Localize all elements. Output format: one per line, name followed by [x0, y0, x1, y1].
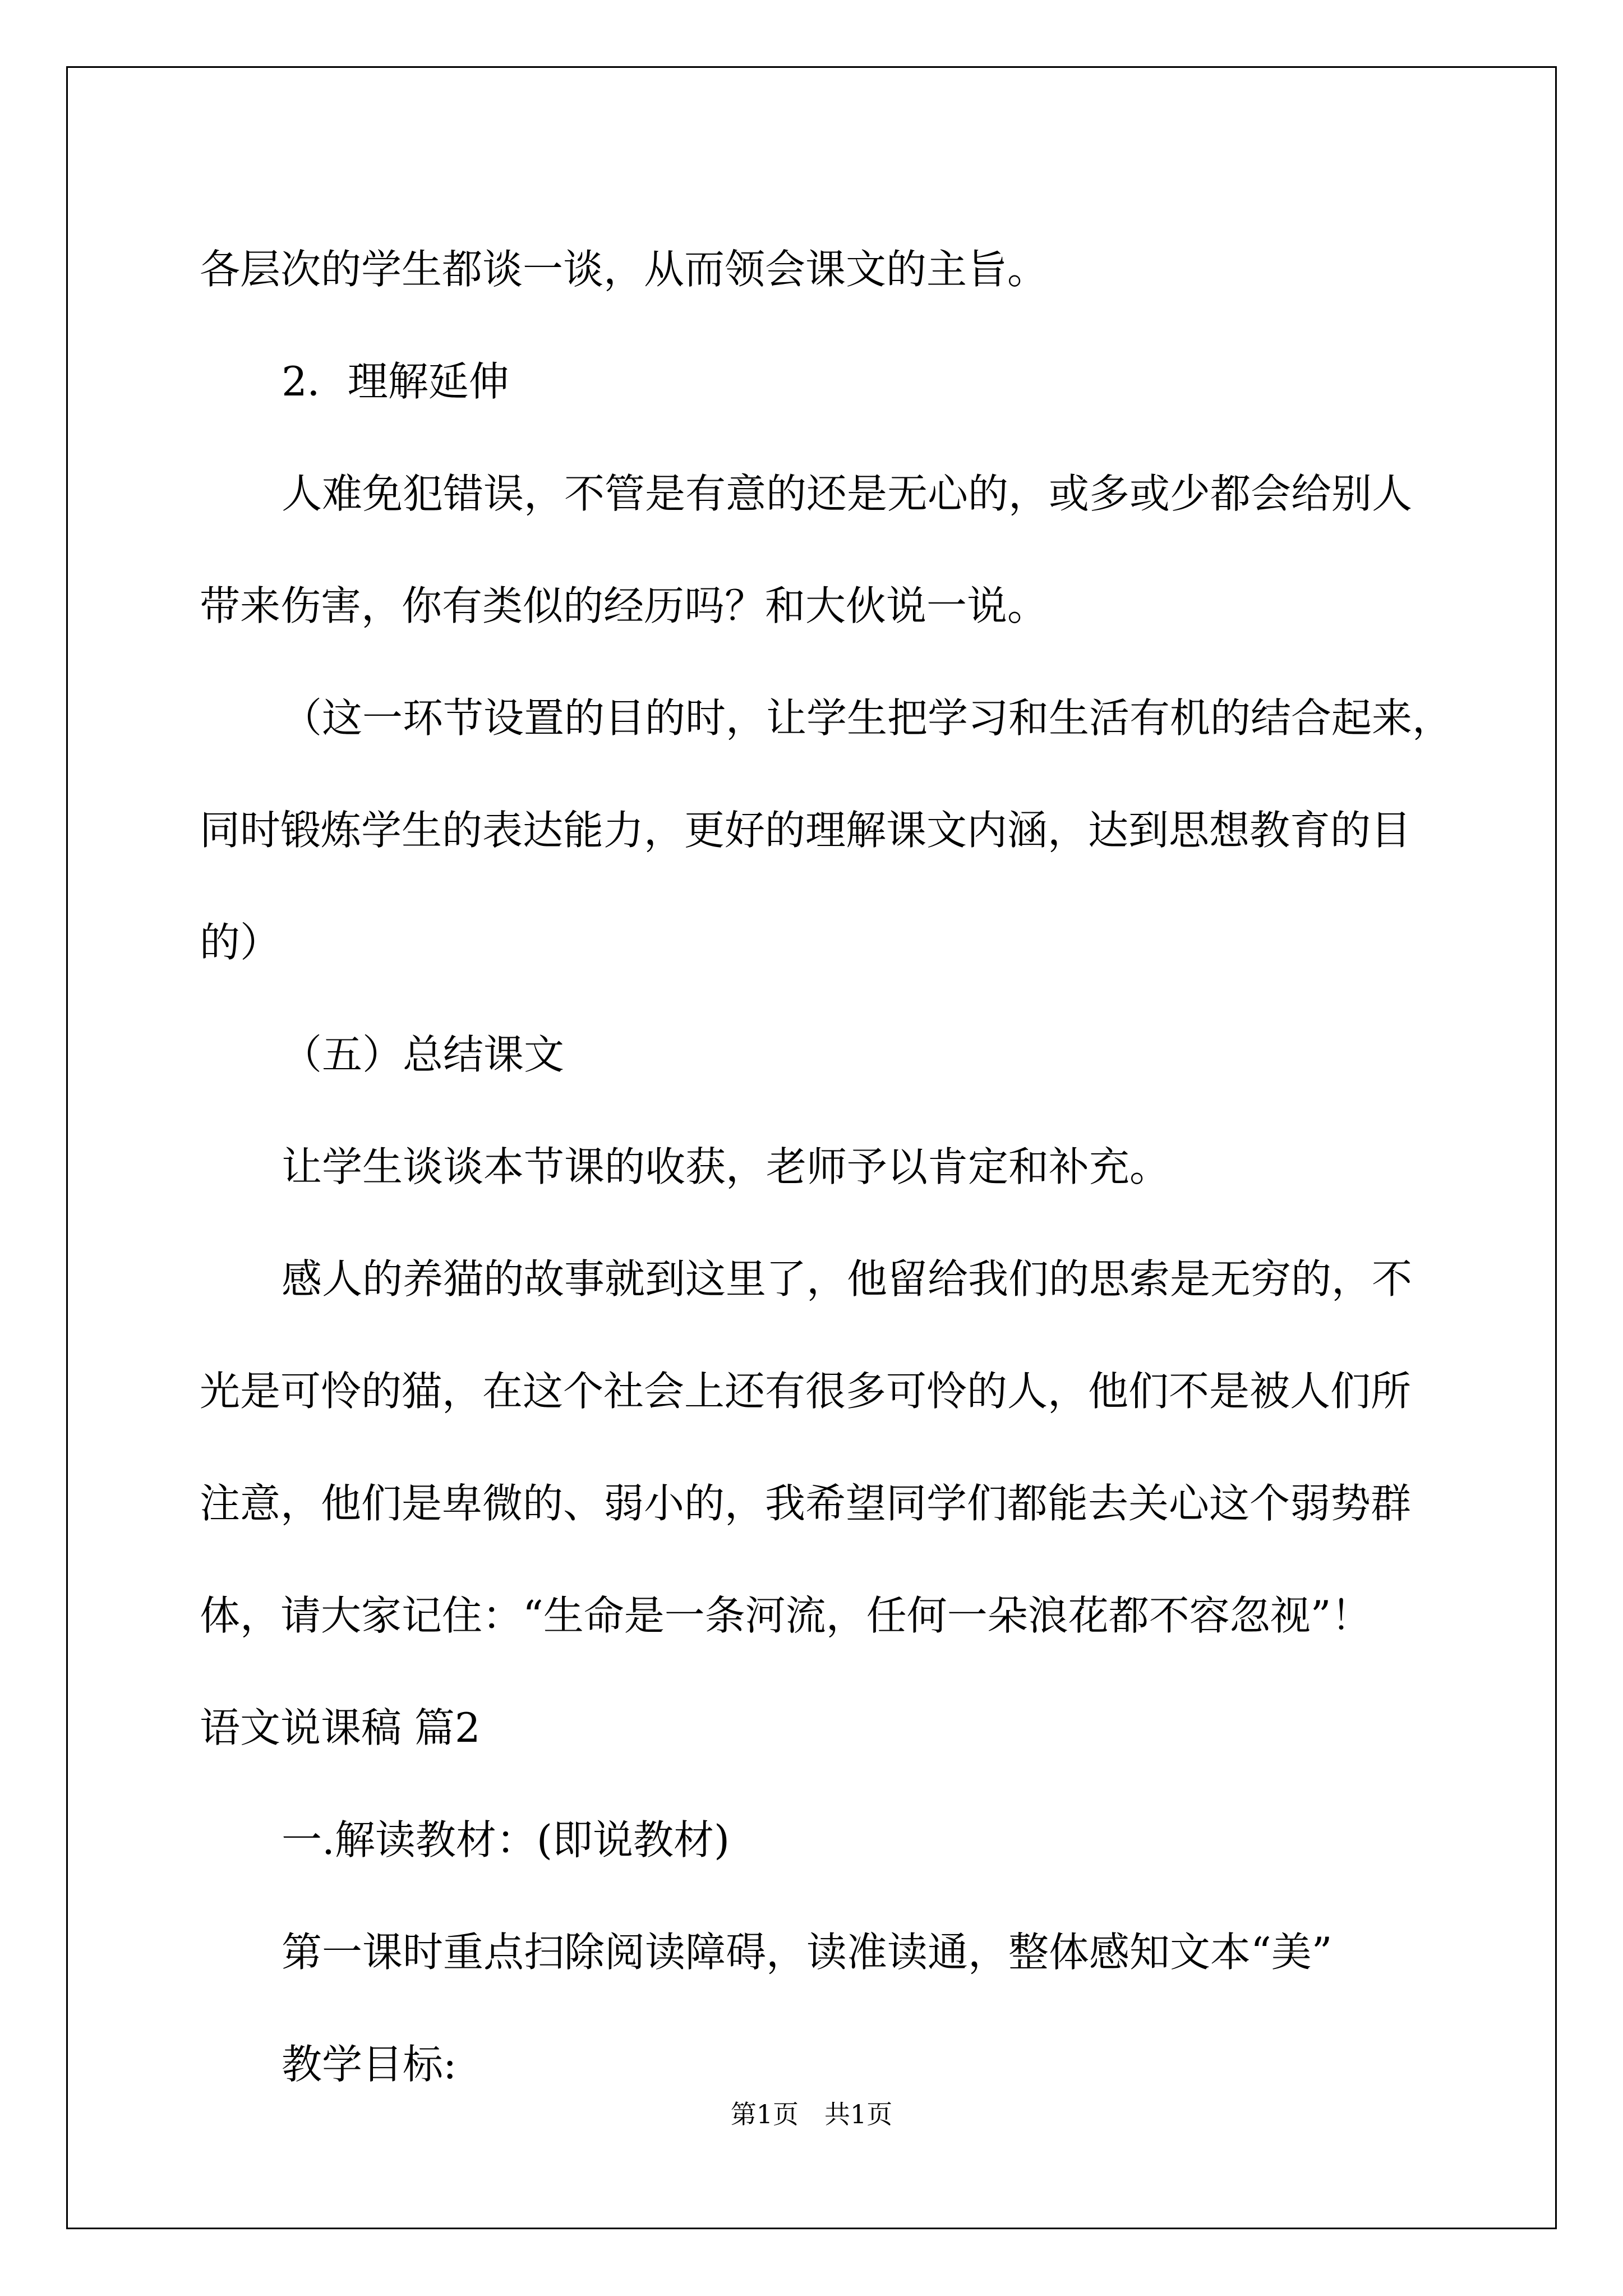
paragraph-line: 第一课时重点扫除阅读障碍，读准读通，整体感知文本“美” — [282, 1929, 1332, 1976]
paragraph-line: 感人的养猫的故事就到这里了，他留给我们的思索是无穷的，不 — [282, 1255, 1413, 1303]
paragraph-line: 2．理解延伸 — [282, 358, 509, 405]
paragraph-line: 同时锻炼学生的表达能力，更好的理解课文内涵，达到思想教育的目 — [200, 807, 1412, 854]
paragraph-line: 体，请大家记住：“生命是一条河流，任何一朵浪花都不容忽视”！ — [200, 1592, 1372, 1639]
paragraph-line: 光是可怜的猫，在这个社会上还有很多可怜的人，他们不是被人们所 — [200, 1368, 1412, 1415]
paragraph-line: （五）总结课文 — [282, 1031, 565, 1078]
page-footer: 第1页 共1页 — [730, 2099, 893, 2129]
paragraph-line: （这一环节设置的目的时，让学生把学习和生活有机的结合起来， — [282, 694, 1453, 742]
document-body — [200, 213, 1506, 2120]
paragraph-line: 一.解读教材：(即说教材) — [282, 1816, 730, 1864]
paragraph-line: 带来伤害，你有类似的经历吗？和大伙说一说。 — [200, 582, 1048, 629]
paragraph-line: 让学生谈谈本节课的收获，老师予以肯定和补充。 — [282, 1143, 1170, 1190]
paragraph-line: 注意，他们是卑微的、弱小的，我希望同学们都能去关心这个弱势群 — [200, 1480, 1412, 1527]
paragraph-line: 教学目标: — [282, 2041, 457, 2088]
paragraph-line: 人难免犯错误，不管是有意的还是无心的，或多或少都会给别人 — [282, 470, 1413, 517]
paragraph-line: 各层次的学生都谈一谈，从而领会课文的主旨。 — [200, 246, 1048, 293]
paragraph-line: 的） — [200, 919, 281, 966]
section-heading: 语文说课稿 篇2 — [200, 1704, 481, 1751]
